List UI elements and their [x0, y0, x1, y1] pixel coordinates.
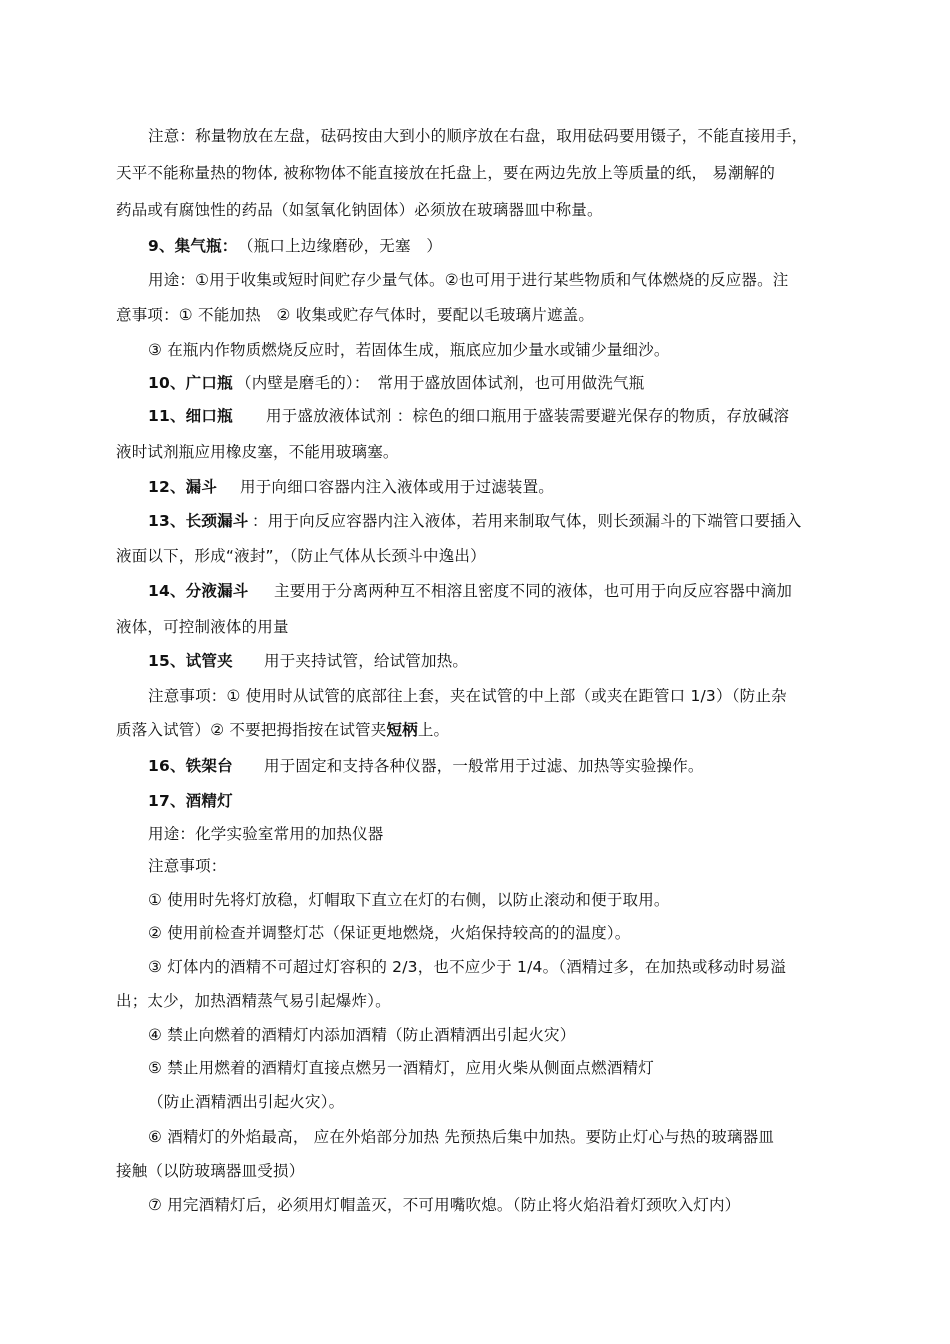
text-line: 注意事项：① 使用时从试管的底部往上套，夹在试管的中上部（或夹在距管口 1/3）（防止杂: [148, 687, 787, 705]
text-line: ⑤ 禁止用燃着的酒精灯直接点燃另一酒精灯，应用火柴从侧面点燃酒精灯: [148, 1059, 654, 1077]
section-heading: 11、细口瓶: [148, 407, 233, 425]
section-heading: 17、酒精灯: [148, 792, 233, 810]
text-line: 液时试剂瓶应用橡皮塞，不能用玻璃塞。: [116, 443, 399, 461]
text-line: ：用于向反应容器内注入液体，若用来制取气体，则长颈漏斗的下端管口要插入: [252, 512, 802, 530]
text-line: ③ 灯体内的酒精不可超过灯容积的 2/3，也不应少于 1/4。（酒精过多，在加热或移动时易溢: [148, 958, 787, 976]
section-heading: 16、铁架台: [148, 757, 233, 775]
section-heading: 13、长颈漏斗: [148, 512, 249, 530]
text-line: ③ 在瓶内作物质燃烧反应时，若固体生成，瓶底应加少量水或铺少量细沙。: [148, 341, 670, 359]
text-line: 用于向细口容器内注入液体或用于过滤装置。: [240, 478, 555, 496]
text-line: 用途：①用于收集或短时间贮存少量气体。②也可用于进行某些物质和气体燃烧的反应器。注: [148, 271, 789, 289]
text-line: 用于固定和支持各种仪器，一般常用于过滤、加热等实验操作。: [264, 757, 704, 775]
text-line: （内壁是磨毛的）： 常用于盛放固体试剂，也可用做洗气瓶: [236, 374, 645, 392]
text-line: 天平不能称量热的物体, 被称物体不能直接放在托盘上，要在两边先放上等质量的纸， 易潮解的: [116, 164, 776, 182]
text-span: 上。: [417, 721, 450, 739]
text-line: 主要用于分离两种互不相溶且密度不同的液体，也可用于向反应容器中滴加: [274, 582, 793, 600]
text-line: 液面以下，形成“液封”，（防止气体从长颈斗中逸出）: [116, 547, 486, 565]
text-line: 用于夹持试管，给试管加热。: [264, 652, 469, 670]
section-heading: 12、漏斗: [148, 478, 218, 496]
text-line: 液体，可控制液体的用量: [116, 618, 289, 636]
text-line: ② 使用前检查并调整灯芯（保证更地燃烧，火焰保持较高的的温度）。: [148, 924, 631, 942]
text-line: 接触（以防玻璃器皿受损）: [116, 1162, 305, 1180]
text-line: 注意：称量物放在左盘，砝码按由大到小的顺序放在右盘，取用砝码要用镊子，不能直接用手，: [148, 127, 808, 145]
text-line: （防止酒精洒出引起火灾）。: [148, 1093, 345, 1111]
text-line: 药品或有腐蚀性的药品（如氢氧化钠固体）必须放在玻璃器皿中称量。: [116, 201, 603, 219]
section-heading: 9、集气瓶：: [148, 237, 238, 255]
section-heading: 15、试管夹: [148, 652, 233, 670]
section-heading: 10、广口瓶: [148, 374, 233, 392]
text-line: ⑥ 酒精灯的外焰最高， 应在外焰部分加热 先预热后集中加热。要防止灯心与热的玻璃器皿: [148, 1128, 775, 1146]
text-span: 质落入试管）② 不要把拇指按在试管夹: [116, 721, 387, 739]
text-line: ⑦ 用完酒精灯后，必须用灯帽盖灭，不可用嘴吹熄。（防止将火焰沿着灯颈吹入灯内）: [148, 1196, 741, 1214]
text-line: 用途：化学实验室常用的加热仪器: [148, 825, 384, 843]
text-line: 用于盛放液体试剂 ：棕色的细口瓶用于盛装需要避光保存的物质，存放碱溶: [266, 407, 790, 425]
text-line: ① 使用时先将灯放稳，灯帽取下直立在灯的右侧，以防止滚动和便于取用。: [148, 891, 670, 909]
text-line: 出；太少，加热酒精蒸气易引起爆炸）。: [116, 992, 391, 1010]
text-line: （瓶口上边缘磨砂，无塞 ）: [238, 237, 443, 255]
text-line: 注意事项：: [148, 857, 227, 875]
text-line: ④ 禁止向燃着的酒精灯内添加酒精（防止酒精洒出引起火灾）: [148, 1026, 576, 1044]
section-heading: 14、分液漏斗: [148, 582, 249, 600]
text-line: [116, 720, 449, 740]
text-span-bold: 短柄: [386, 721, 418, 739]
text-line: 意事项：① 不能加热 ② 收集或贮存气体时，要配以毛玻璃片遮盖。: [116, 306, 595, 324]
